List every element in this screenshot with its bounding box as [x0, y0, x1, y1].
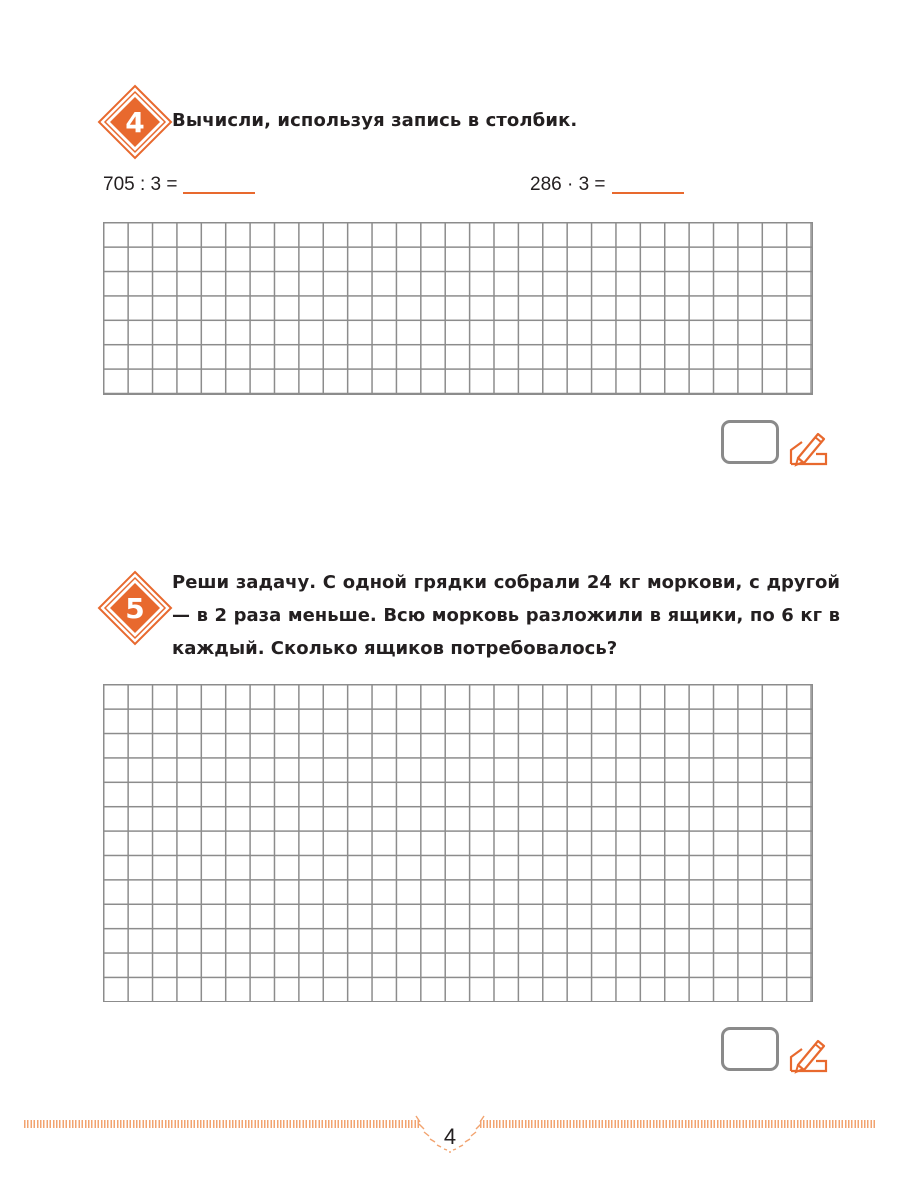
expression-text: 286 · 3 =: [530, 174, 606, 195]
solution-grid-task-5[interactable]: [103, 684, 813, 1002]
diamond-badge-icon: [97, 84, 173, 160]
expression-multiplication: [530, 170, 684, 196]
answer-blank-2[interactable]: [612, 174, 684, 194]
expression-text: 705 : 3 =: [103, 174, 178, 195]
footer-divider-right: [480, 1120, 876, 1128]
score-box-task-5[interactable]: [721, 1027, 779, 1071]
diamond-badge-icon: [97, 570, 173, 646]
calculation-grid-task-4[interactable]: [103, 222, 813, 395]
task-number: 4: [125, 106, 145, 139]
footer-divider-left: [24, 1120, 420, 1128]
answer-blank-1[interactable]: [183, 174, 255, 194]
task-number-badge-4: [97, 84, 173, 160]
task-5-text: Реши задачу. С одной грядки собрали 24 кг моркови, с другой — в 2 раза меньше. Всю морковь разложили в ящики, по 6 кг в каждый. Сколько ящиков потребовалось?: [172, 572, 840, 659]
task-4-title: Вычисли, используя запись в столбик.: [172, 110, 578, 131]
pencil-icon: [788, 428, 832, 468]
page-number: 4: [443, 1124, 457, 1149]
pencil-icon: [788, 1035, 832, 1075]
score-box-task-4[interactable]: [721, 420, 779, 464]
expression-division: [103, 170, 255, 196]
task-number-badge-5: [97, 570, 173, 646]
task-number: 5: [125, 592, 145, 625]
